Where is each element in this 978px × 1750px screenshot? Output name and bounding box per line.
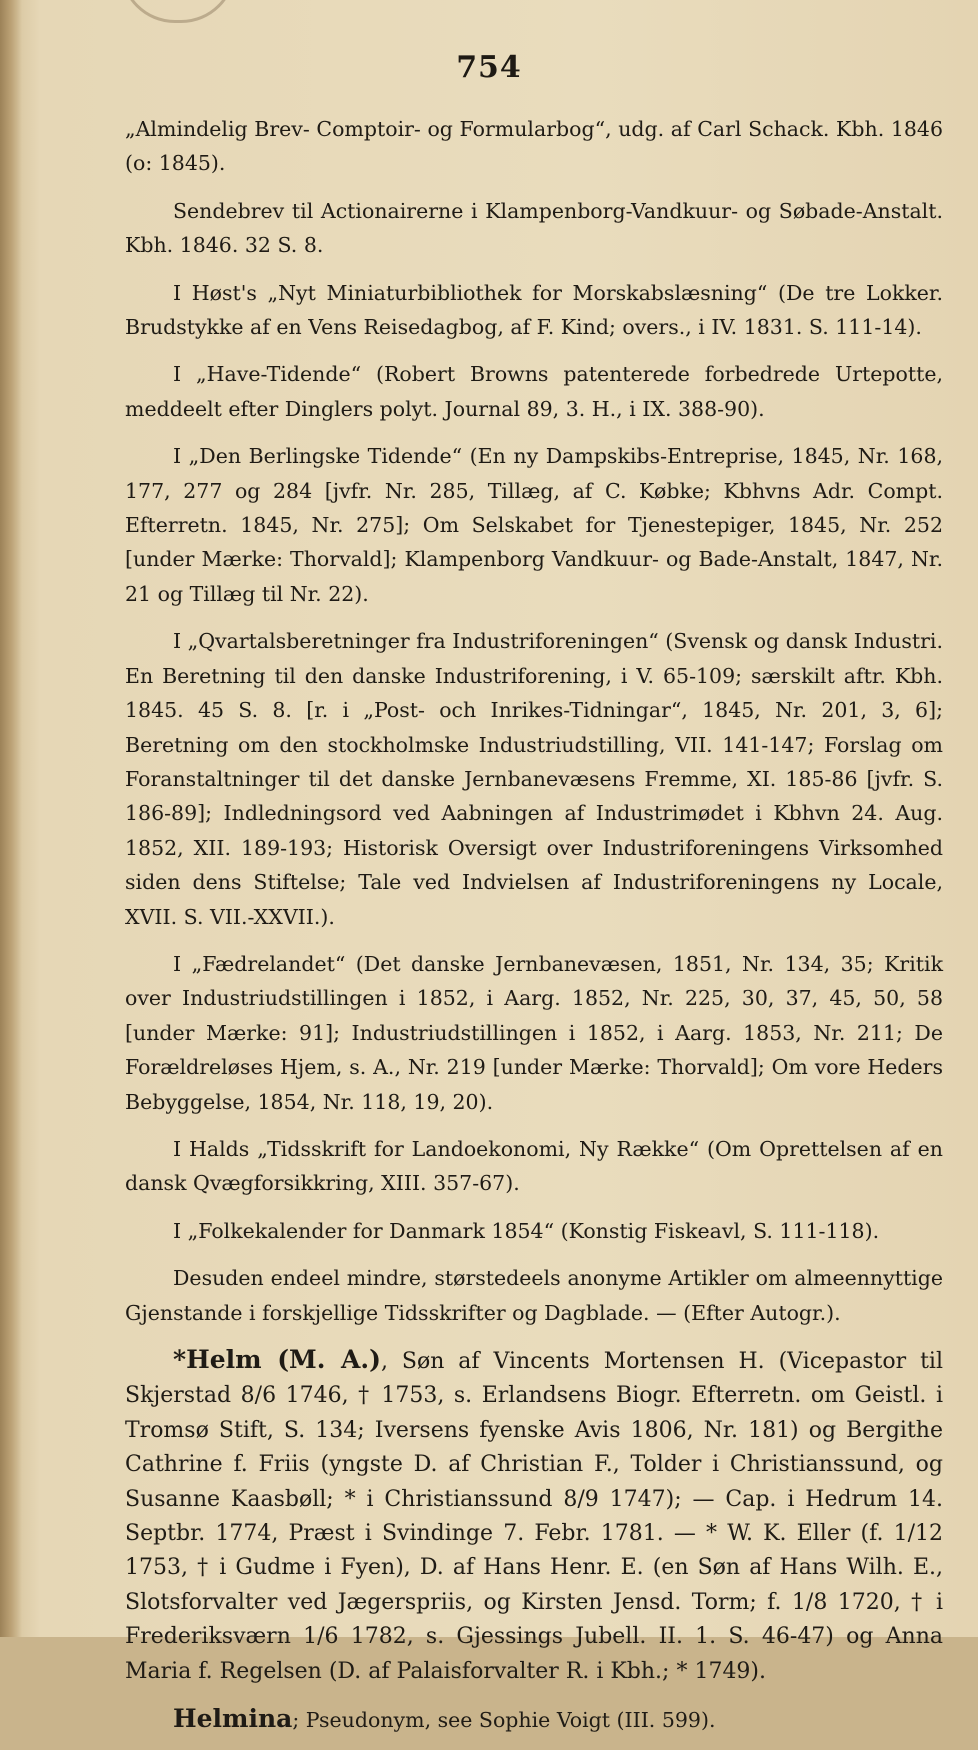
entry-headword: Helmina xyxy=(173,1704,293,1734)
bibliography-entry: Desuden endeel mindre, størstedeels anonyme Artikler om almeennyttige Gjenstande i forskjellige Tidsskrifter og Dagblade. — (Efter Autogr.). xyxy=(125,1266,943,1325)
person-entry xyxy=(125,1343,943,1689)
entry-text: ; Pseudonym, see Sophie Voigt (III. 599). xyxy=(292,1708,716,1733)
entry-text: , Søn af Vincents Mortensen H. (Vicepastor til Skjerstad 8/6 1746, † 1753, s. Erlandsens Biogr. Efterretn. om Geistl. i Tromsø Stift, S. 134; Iversens fyenske Avis 1806, Nr. 181) og Bergithe Cathrine f. Friis (yngste D. af Christian F., Tolder i Christianssund, og Susanne Kaasbøll; * i Christianssund 8/9 1747); — Cap. i Hedrum 14. Septbr. 1774, Præst i Svindinge 7. Febr. 1781. — * W. K. Eller (f. 1/12 1753, † i Gudme i Fyen), D. af Hans Henr. E. (en Søn af Hans Wilh. E., Slotsforvalter ved Jægerspriis, og Kirsten Jensd. Torm; f. 1/8 1720, † i Frederiksværn 1/6 1782, s. Gjessings Jubell. II. 1. S. 46-47) og Anna Maria f. Regelsen (D. af Palaisforvalter R. i Kbh.; * 1749). xyxy=(125,1349,943,1684)
bibliography-entry: I Halds „Tidsskrift for Landoekonomi, Ny Række“ (Om Oprettelsen af en dansk Qvægforsikkring, XIII. 357-67). xyxy=(125,1136,943,1196)
bibliography-entry: I „Folkekalender for Danmark 1854“ (Konstig Fiskeavl, S. 111-118). xyxy=(173,1218,880,1243)
bibliography-entry: I „Den Berlingske Tidende“ (En ny Dampskibs-Entreprise, 1845, Nr. 168, 177, 277 og 284 [jvfr. Nr. 285, Tillæg, af C. Købke; Kbhvns Adr. Compt. Efterretn. 1845, Nr. 275]; Om Selskabet for Tjenestepiger, 1845, Nr. 252 [under Mærke: Thorvald]; Klampenborg Vandkuur- og Bade-Anstalt, 1847, Nr. 21 og Tillæg til Nr. 22). xyxy=(125,444,943,606)
bibliography-entry: I „Qvartalsberetninger fra Industriforeningen“ (Svensk og dansk Industri. En Beretning til den danske Industriforening, i V. 65-109; særskilt aftr. Kbh. 1845. 45 S. 8. [r. i „Post- och Inrikes-Tidningar“, 1845, Nr. 201, 3, 6]; Beretning om den stockholmske Industriudstilling, VII. 141-147; Forslag om Foranstaltninger til det danske Jernbanevæsens Fremme, XI. 185-86 [jvfr. S. 186-89]; Indledningsord ved Aabningen af Industrimødet i Kbhvn 24. Aug. 1852, XII. 189-193; Historisk Oversigt over Industriforeningens Virksomhed siden dens Stiftelse; Tale ved Indvielsen af Industriforeningens ny Locale, XVII. S. VII.-XXVII.). xyxy=(125,629,943,929)
continuation-entry: „Almindelig Brev- Comptoir- og Formularbog“, udg. af Carl Schack. Kbh. 1846 (o: 1845). xyxy=(125,117,943,176)
page-spine-shadow xyxy=(0,0,22,1637)
bibliography-entry: I Høst's „Nyt Miniaturbibliothek for Morskabslæsning“ (De tre Lokker. Brudstykke af en Vens Reisedagbog, af F. Kind; overs., i IV. 1831. S. 111-14). xyxy=(125,280,943,340)
page-stain xyxy=(120,0,236,23)
page-number: 754 xyxy=(456,50,522,85)
bibliography-entry: Sendebrev til Actionairerne i Klampenborg-Vandkuur- og Søbade-Anstalt. Kbh. 1846. 32 S. 8. xyxy=(125,198,943,258)
page-body xyxy=(125,112,943,1750)
bibliography-entry: I „Have-Tidende“ (Robert Browns patenterede forbedrede Urtepotte, meddeelt efter Dinglers polyt. Journal 89, 3. H., i IX. 388-90). xyxy=(125,362,943,421)
bibliography-entry: I „Fædrelandet“ (Det danske Jernbanevæsen, 1851, Nr. 134, 35; Kritik over Industriudstillingen i 1852, i Aarg. 1852, Nr. 225, 30, 37, 45, 50, 58 [under Mærke: 91]; Industriudstillingen i 1852, i Aarg. 1853, Nr. 211; De Forældreløses Hjem, s. A., Nr. 219 [under Mærke: Thorvald]; Om vore Heders Bebyggelse, 1854, Nr. 118, 19, 20). xyxy=(125,951,943,1114)
alias-entry xyxy=(125,1702,943,1737)
entry-headword: *Helm (M. A.) xyxy=(173,1345,381,1374)
